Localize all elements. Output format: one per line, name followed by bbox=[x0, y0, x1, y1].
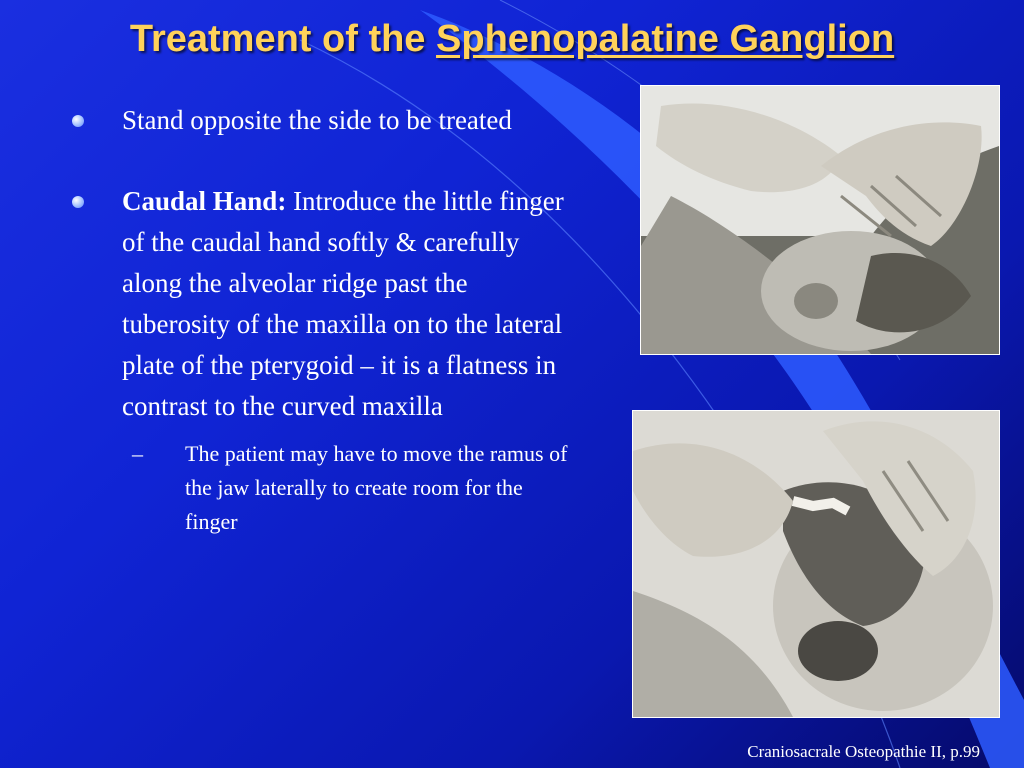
sub-bullet-text: The patient may have to move the ramus of the jaw laterally to create room for the finger bbox=[185, 441, 568, 534]
photo-finger-on-skull bbox=[632, 410, 1000, 718]
bullet-list bbox=[70, 100, 580, 539]
dash-icon: – bbox=[132, 441, 143, 466]
slide-title bbox=[0, 18, 1024, 61]
photo-hands-on-forehead bbox=[640, 85, 1000, 355]
bullet-icon bbox=[72, 196, 84, 208]
bullet-icon bbox=[72, 115, 84, 127]
bullet-item bbox=[70, 100, 580, 141]
citation-text: Craniosacrale Osteopathie II, p.99 bbox=[747, 742, 980, 761]
title-prefix: Treatment of the bbox=[129, 18, 426, 60]
bullet-bold-label: Caudal Hand: bbox=[122, 186, 287, 216]
bullet-text: Introduce the little finger of the caudal hand softly & carefully along the alveolar ridge past the tuberosity of the maxilla on to the lateral plate of the pterygoid – it is a flatness in contrast to the curved maxilla bbox=[122, 186, 564, 421]
sub-bullet-item bbox=[70, 437, 580, 539]
title-link[interactable]: Sphenopalatine Ganglion bbox=[436, 18, 895, 60]
bullet-text: Stand opposite the side to be treated bbox=[122, 105, 512, 135]
bullet-item bbox=[70, 181, 580, 427]
